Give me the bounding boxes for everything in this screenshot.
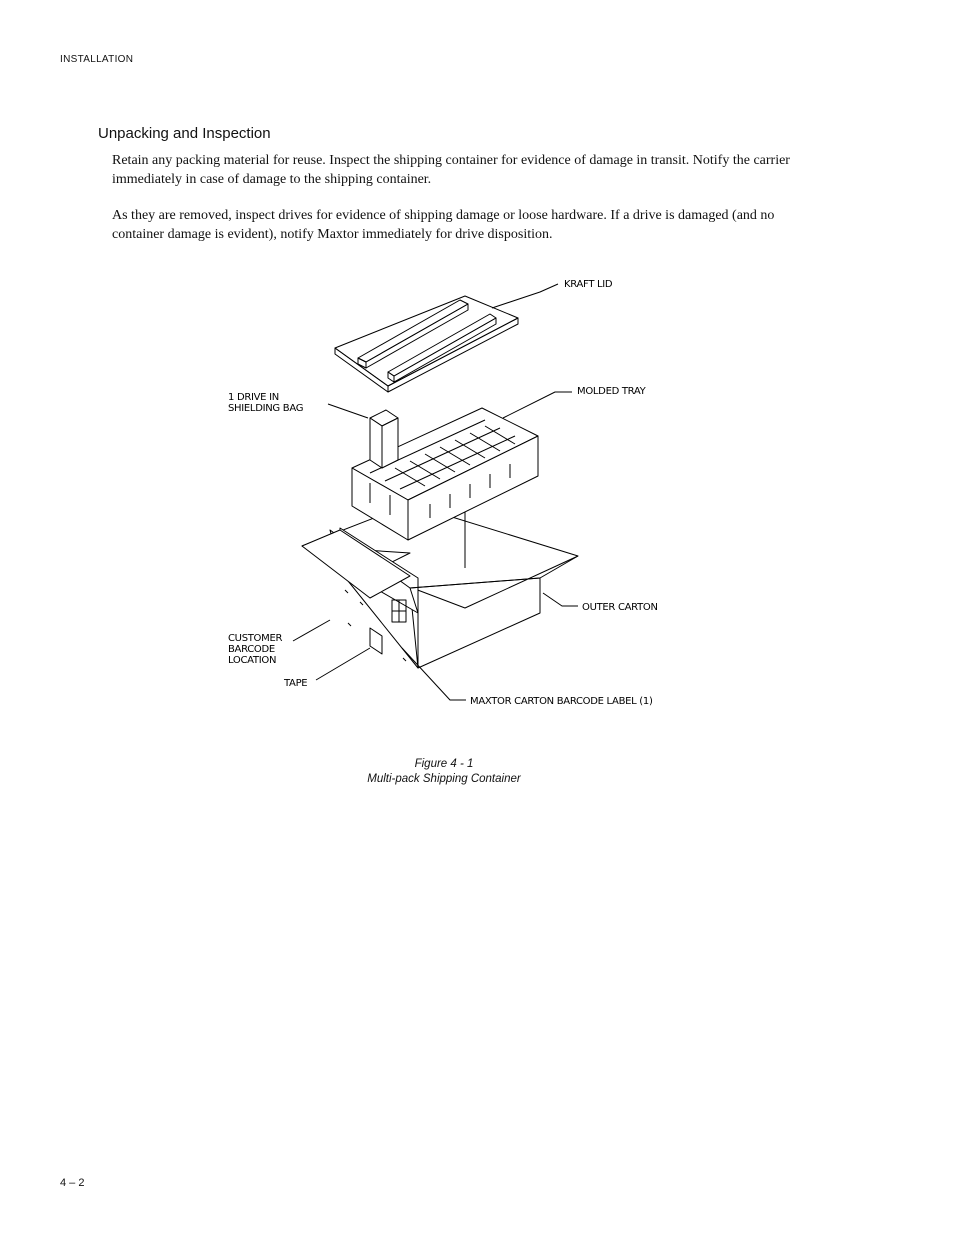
tape-label: TAPE	[284, 678, 308, 689]
molded-tray-leader	[503, 392, 572, 418]
exploded-view-drawing	[220, 268, 690, 718]
maxtor-barcode-label: MAXTOR CARTON BARCODE LABEL (1)	[470, 696, 653, 707]
section-title: Unpacking and Inspection	[98, 125, 271, 142]
customer-label-line3: LOCATION	[228, 655, 277, 666]
outer-carton-leader	[543, 593, 578, 606]
figure-number: Figure 4 - 1	[414, 758, 474, 770]
drive-label-line2: SHIELDING BAG	[228, 403, 304, 414]
shipping-container-figure	[220, 268, 690, 718]
tape-leader	[316, 648, 370, 680]
drive-in-bag-drawing	[370, 410, 398, 468]
paragraph-drive-inspection: As they are removed, inspect drives for evidence of shipping damage or loose hardware. If a drive is damaged (and no container damage is evident), notify Maxtor immediately for drive disposition.	[112, 208, 775, 242]
paragraph-packing-material: Retain any packing material for reuse. Inspect the shipping container for evidence of damage in transit. Notify the carrier immediately in case of damage to the shipping container.	[112, 153, 790, 187]
running-head: INSTALLATION	[60, 54, 134, 65]
customer-label-line1: CUSTOMER	[228, 633, 283, 644]
customer-label-line2: BARCODE	[228, 644, 275, 655]
outer-carton-label: OUTER CARTON	[582, 602, 658, 613]
outer-carton-drawing	[302, 504, 578, 668]
kraft-lid-drawing	[335, 296, 518, 392]
figure-title: Multi-pack Shipping Container	[367, 773, 521, 785]
customer-barcode-leader	[293, 620, 330, 641]
page-number: 4 – 2	[60, 1177, 85, 1189]
drive-label-line1: 1 DRIVE IN	[228, 392, 279, 403]
kraft-lid-leader	[492, 284, 558, 308]
drive-leader	[328, 404, 368, 418]
figure-caption	[300, 757, 588, 787]
molded-tray-label: MOLDED TRAY	[577, 386, 646, 397]
kraft-lid-label: KRAFT LID	[564, 279, 613, 290]
